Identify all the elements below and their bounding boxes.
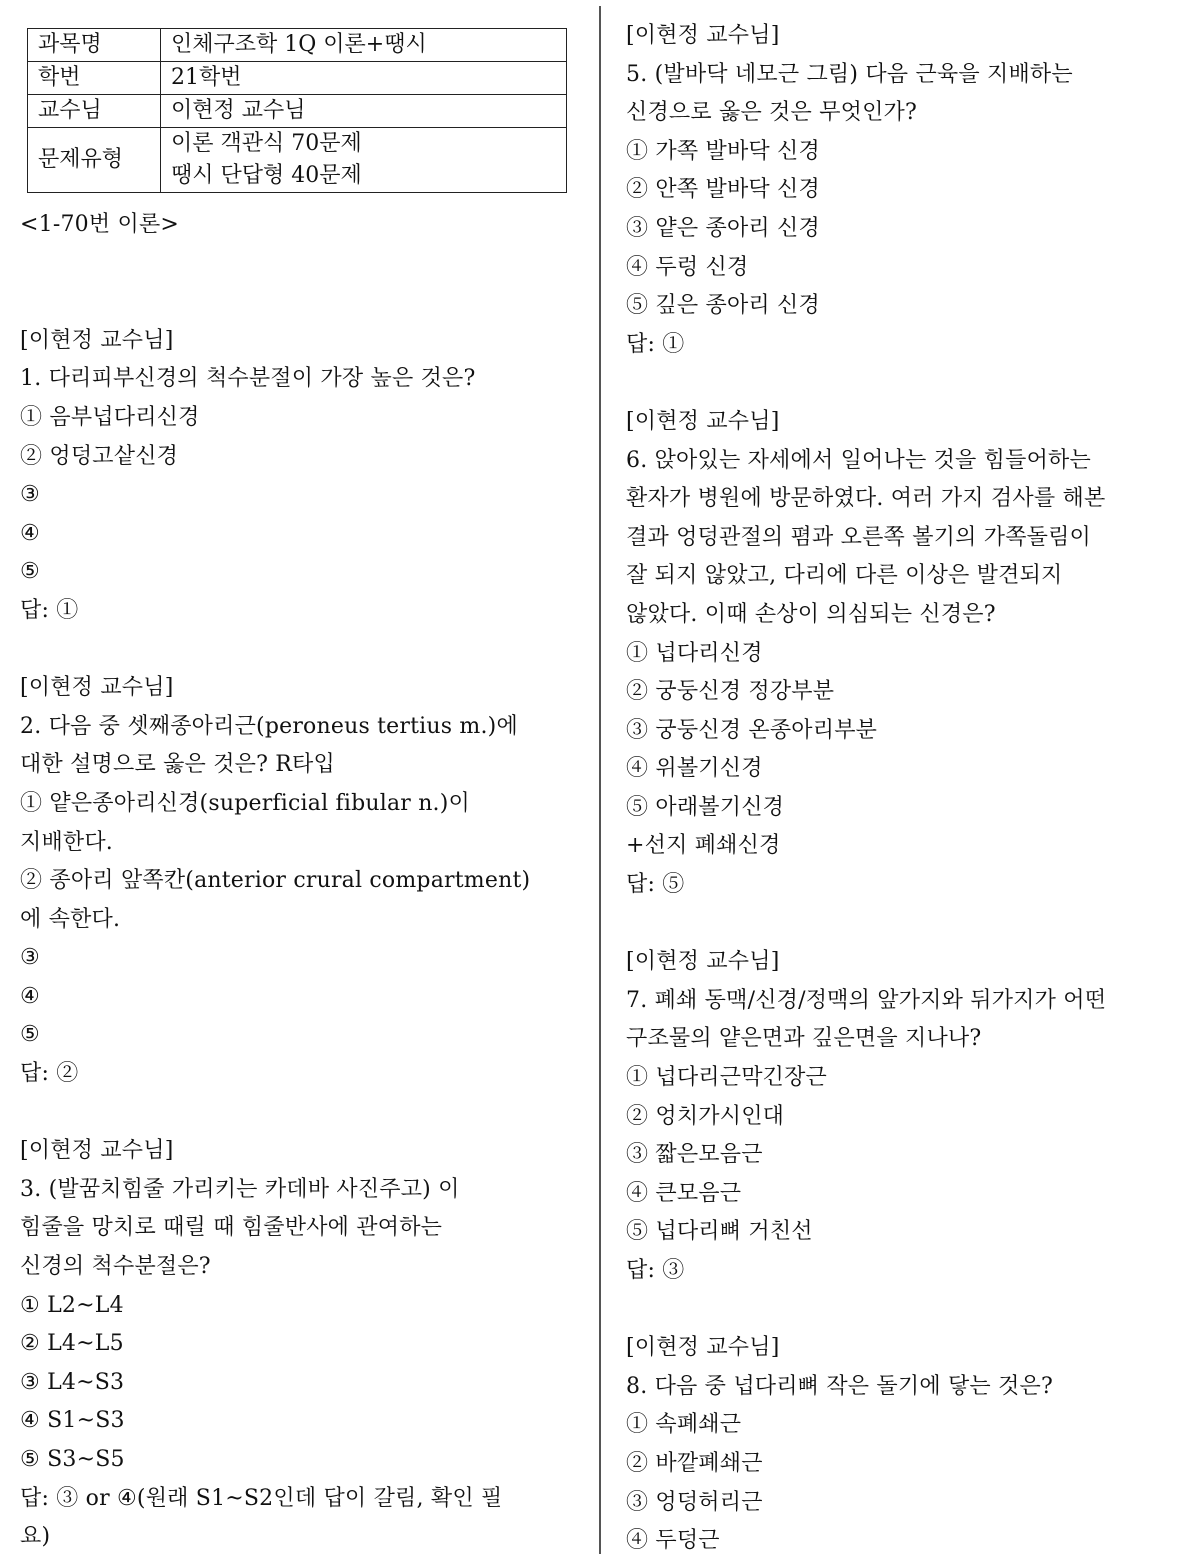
- text-line: [이현정 교수님]: [626, 23, 780, 48]
- text-line: 답: ①: [626, 331, 685, 357]
- info-value-line: 21학번: [171, 65, 242, 90]
- text-line: ② 엉치가시인대: [626, 1103, 785, 1129]
- text-line: ② L4~L5: [20, 1331, 124, 1357]
- column-divider: [599, 6, 601, 1554]
- text-line: ① 얕은종아리신경(superficial fibular n.)이: [20, 790, 470, 816]
- text-line: ③ 엉덩허리근: [626, 1489, 763, 1515]
- info-key: 교수님: [28, 95, 161, 128]
- text-line: ⑤: [20, 559, 40, 585]
- text-line: 요): [20, 1524, 51, 1550]
- right-column: [626, 17, 1186, 1561]
- text-line: 5. (발바닥 네모근 그림) 다음 근육을 지배하는: [626, 61, 1073, 87]
- text-line: ② 안쪽 발바닥 신경: [626, 177, 820, 203]
- text-line: +선지 폐쇄신경: [626, 833, 781, 859]
- text-line: ③ L4~S3: [20, 1369, 125, 1395]
- text-line: 답: ③: [626, 1258, 685, 1283]
- text-line: 7. 폐쇄 동맥/신경/정맥의 앞가지와 뒤가지가 어떤: [626, 987, 1107, 1013]
- info-value: [161, 29, 567, 62]
- blank-line: [626, 905, 1186, 944]
- text-line: ③ 짧은모음근: [626, 1142, 763, 1168]
- text-line: [이현정 교수님]: [626, 1335, 780, 1361]
- text-line: [이현정 교수님]: [626, 408, 780, 434]
- text-line: 에 속한다.: [20, 906, 121, 932]
- text-line: 2. 다음 중 셋째종아리근(peroneus tertius m.)에: [20, 713, 518, 739]
- text-line: ③ 얕은 종아리 신경: [626, 215, 820, 241]
- text-line: ② 엉덩고샅신경: [20, 443, 179, 469]
- text-line: ③: [20, 482, 40, 508]
- info-value: [161, 128, 567, 193]
- text-line: 신경으로 옳은 것은 무엇인가?: [626, 100, 917, 126]
- text-line: ④: [20, 983, 40, 1009]
- text-line: ② 종아리 앞쪽칸(anterior crural compartment): [20, 868, 531, 894]
- text-line: 답: ①: [20, 597, 79, 623]
- text-line: 대한 설명으로 옳은 것은? R타입: [20, 752, 335, 778]
- text-line: ⑤: [20, 1022, 40, 1048]
- text-line: ① 음부넙다리신경: [20, 404, 200, 430]
- info-value-line: 땡시 단답형 40문제: [171, 163, 362, 188]
- text-line: 지배한다.: [20, 829, 114, 855]
- text-line: ② 바깥폐쇄근: [626, 1450, 763, 1476]
- text-line: ⑤ 넙다리뼈 거친선: [626, 1219, 813, 1245]
- text-line: 결과 엉덩관절의 폄과 오른쪽 볼기의 가쪽돌림이: [626, 524, 1092, 550]
- text-line: ① 속폐쇄근: [626, 1412, 742, 1438]
- text-line: 환자가 병원에 방문하였다. 여러 가지 검사를 해본: [626, 486, 1106, 512]
- text-line: 6. 앉아있는 자세에서 일어나는 것을 힘들어하는: [626, 447, 1091, 473]
- text-line: ⑤ 깊은 종아리 신경: [626, 293, 820, 319]
- text-line: ④ S1~S3: [20, 1408, 125, 1434]
- text-line: 구조물의 얕은면과 깊은면을 지나나?: [626, 1026, 982, 1052]
- text-line: 신경의 척수분절은?: [20, 1254, 211, 1280]
- text-line: ⑤ 아래볼기신경: [626, 794, 785, 820]
- blank-line: [20, 1094, 585, 1133]
- info-row: [28, 62, 567, 95]
- text-line: [이현정 교수님]: [20, 675, 174, 701]
- info-key: 과목명: [28, 29, 161, 62]
- blank-line: [626, 1291, 1186, 1330]
- text-line: ⑤ S3~S5: [20, 1447, 125, 1472]
- info-value-line: 이론 객관식 70문제: [171, 131, 362, 156]
- text-line: ④ 두렁 신경: [626, 254, 749, 280]
- text-line: [이현정 교수님]: [20, 1138, 174, 1164]
- info-key: 학번: [28, 62, 161, 95]
- info-value: [161, 62, 567, 95]
- info-row: [28, 95, 567, 128]
- info-table: [27, 28, 567, 193]
- text-line: ② 궁둥신경 정강부분: [626, 679, 835, 705]
- text-line: ① 넙다리근막긴장근: [626, 1065, 828, 1091]
- text-line: 답: ②: [20, 1061, 79, 1087]
- text-line: ④ 큰모음근: [626, 1180, 742, 1206]
- text-line: ③ 궁둥신경 온종아리부분: [626, 717, 878, 743]
- text-line: ③: [20, 945, 40, 971]
- blank-line: [626, 364, 1186, 403]
- text-line: 힘줄을 망치로 때릴 때 힘줄반사에 관여하는: [20, 1215, 443, 1241]
- info-key: 문제유형: [28, 128, 161, 193]
- section-title: <1-70번 이론>: [20, 212, 180, 237]
- text-line: ① 넙다리신경: [626, 640, 763, 666]
- info-value: [161, 95, 567, 128]
- text-line: 답: ③ or ④(원래 S1~S2인데 답이 갈림, 확인 필: [20, 1485, 503, 1511]
- text-line: ④: [20, 520, 40, 546]
- text-line: 않았다. 이때 손상이 의심되는 신경은?: [626, 601, 996, 627]
- info-value-line: 인체구조학 1Q 이론+땡시: [171, 32, 427, 57]
- info-row: [28, 128, 567, 193]
- text-line: 잘 되지 않았고, 다리에 다른 이상은 발견되지: [626, 563, 1063, 589]
- text-line: ① 가쪽 발바닥 신경: [626, 138, 820, 164]
- info-row: [28, 29, 567, 62]
- text-line: 8. 다음 중 넙다리뼈 작은 돌기에 닿는 것은?: [626, 1373, 1053, 1399]
- text-line: ④ 두덩근: [626, 1528, 720, 1554]
- text-line: [이현정 교수님]: [626, 949, 780, 975]
- text-line: ④ 위볼기신경: [626, 756, 763, 782]
- blank-line: [20, 283, 585, 322]
- info-value-line: 이현정 교수님: [171, 98, 306, 123]
- text-line: 1. 다리피부신경의 척수분절이 가장 높은 것은?: [20, 366, 476, 392]
- blank-line: [20, 245, 585, 284]
- text-line: ① L2~L4: [20, 1292, 124, 1318]
- text-line: 답: ⑤: [626, 872, 685, 898]
- blank-line: [20, 631, 585, 670]
- left-column: [20, 206, 585, 1557]
- text-line: [이현정 교수님]: [20, 327, 174, 353]
- text-line: 3. (발꿈치힘줄 가리키는 카데바 사진주고) 이: [20, 1176, 460, 1202]
